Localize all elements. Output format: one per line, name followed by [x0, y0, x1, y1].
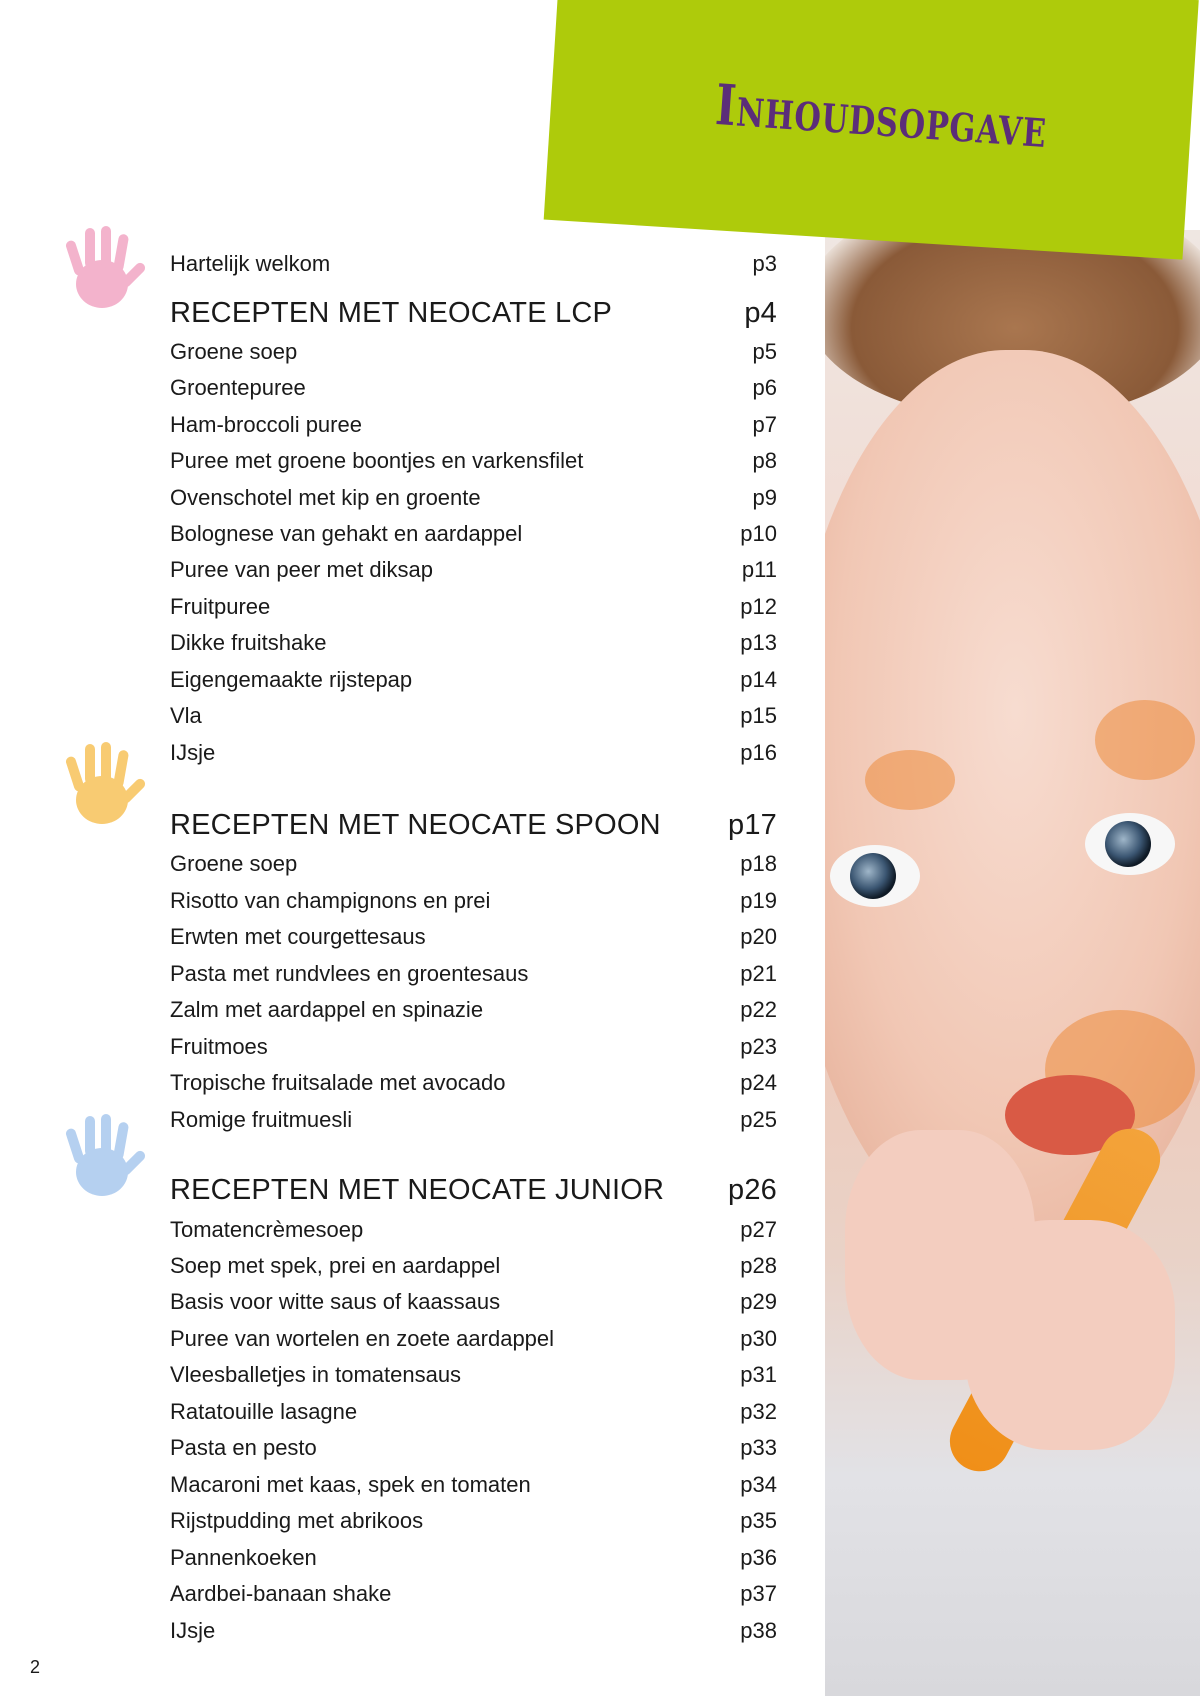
- toc-entry-label: RECEPTEN MET NEOCATE SPOON: [170, 809, 661, 841]
- toc-entry-label: Romige fruitmuesli: [170, 1107, 353, 1132]
- toc-entry-page: p20: [740, 924, 777, 949]
- toc-entry[interactable]: [170, 739, 777, 767]
- toc-entry-label: Bolognese van gehakt en aardappel: [170, 521, 523, 546]
- toc-entry-page: p14: [740, 667, 777, 692]
- toc-entry[interactable]: [170, 1398, 777, 1426]
- toc-entry-page: p3: [752, 251, 777, 276]
- toc-entry[interactable]: [170, 1288, 777, 1316]
- toc-entry-label: Ratatouille lasagne: [170, 1399, 358, 1424]
- toc-entry-label: Pasta met rundvlees en groentesaus: [170, 961, 529, 986]
- toc-entry-label: Groene soep: [170, 339, 298, 364]
- toc-section-heading[interactable]: [170, 1172, 777, 1208]
- toc-entry-page: p25: [740, 1107, 777, 1132]
- toc-entry-label: Zalm met aardappel en spinazie: [170, 997, 484, 1022]
- toc-entry-page: p36: [740, 1545, 777, 1570]
- toc-entry-label: Puree van peer met diksap: [170, 557, 433, 582]
- toc-entry-page: p32: [740, 1399, 777, 1424]
- toc-entry[interactable]: [170, 629, 777, 657]
- toc-entry-page: p6: [752, 375, 777, 400]
- toc-entry-label: Erwten met courgettesaus: [170, 924, 426, 949]
- toc-entry[interactable]: [170, 702, 777, 730]
- toc-entry-page: p28: [740, 1253, 777, 1278]
- toc-entry[interactable]: [170, 1507, 777, 1535]
- toc-entry[interactable]: [170, 1434, 777, 1462]
- toc-entry-label: Pannenkoeken: [170, 1545, 317, 1570]
- toc-entry[interactable]: [170, 996, 777, 1024]
- toc-entry[interactable]: [170, 374, 777, 402]
- toc-entry-label: Basis voor witte saus of kaassaus: [170, 1289, 501, 1314]
- toc-entry[interactable]: [170, 484, 777, 512]
- toc-entry[interactable]: [170, 556, 777, 584]
- toc-entry-label: Risotto van champignons en prei: [170, 888, 491, 913]
- toc-entry-page: p5: [752, 339, 777, 364]
- toc-entry-label: Soep met spek, prei en aardappel: [170, 1253, 501, 1278]
- toc-entry-label: Tropische fruitsalade met avocado: [170, 1070, 506, 1095]
- page-number: 2: [30, 1657, 41, 1677]
- toc-entry-page: p13: [740, 630, 777, 655]
- toc-entry-page: p8: [752, 448, 777, 473]
- toc-entry-label: Groentepuree: [170, 375, 306, 400]
- toc-entry-page: p24: [740, 1070, 777, 1095]
- toc-entry[interactable]: [170, 960, 777, 988]
- page-title: Inhoudsopgave: [713, 72, 1050, 162]
- photo-eye-left: [830, 845, 920, 907]
- toc-entry-label: Hartelijk welkom: [170, 251, 331, 276]
- toc-entry[interactable]: [170, 1252, 777, 1280]
- toc-entry[interactable]: [170, 1361, 777, 1389]
- toc-entry-page: p22: [740, 997, 777, 1022]
- toc-entry[interactable]: [170, 1216, 777, 1244]
- toc-entry[interactable]: [170, 338, 777, 366]
- toc-entry[interactable]: [170, 520, 777, 548]
- toc-entry[interactable]: [170, 593, 777, 621]
- toc-entry-page: p27: [740, 1217, 777, 1242]
- toc-entry-label: Tomatencrèmesoep: [170, 1217, 364, 1242]
- toc-entry-label: RECEPTEN MET NEOCATE LCP: [170, 297, 613, 329]
- toc-entry-label: RECEPTEN MET NEOCATE JUNIOR: [170, 1174, 665, 1206]
- toc-entry-label: Eigengemaakte rijstepap: [170, 667, 413, 692]
- photo-food-smear: [865, 750, 955, 810]
- toc-entry-label: Fruitmoes: [170, 1034, 268, 1059]
- toc-entry-page: p21: [740, 961, 777, 986]
- photo-eye-right: [1085, 813, 1175, 875]
- toc-entry-page: p4: [744, 297, 777, 329]
- toc-entry-page: p19: [740, 888, 777, 913]
- toc-entry-page: p18: [740, 851, 777, 876]
- toc-entry[interactable]: [170, 1325, 777, 1353]
- toc-entry-page: p38: [740, 1618, 777, 1643]
- toc-section-heading[interactable]: [170, 295, 777, 331]
- toc-entry-label: Macaroni met kaas, spek en tomaten: [170, 1472, 531, 1497]
- toc-entry-label: Ham-broccoli puree: [170, 412, 362, 437]
- toc-entry-page: p37: [740, 1581, 777, 1606]
- toc-entry[interactable]: [170, 666, 777, 694]
- toc-entry-page: p26: [728, 1174, 777, 1206]
- toc-entry-page: p34: [740, 1472, 777, 1497]
- toc-entry[interactable]: [170, 1069, 777, 1097]
- toc-entry-label: Ovenschotel met kip en groente: [170, 485, 481, 510]
- toc-entry[interactable]: [170, 887, 777, 915]
- toc-entry-page: p35: [740, 1508, 777, 1533]
- toc-entry-page: p31: [740, 1362, 777, 1387]
- toc-entry[interactable]: [170, 923, 777, 951]
- toc-entry[interactable]: [170, 1580, 777, 1608]
- toc-entry-label: Aardbei-banaan shake: [170, 1581, 392, 1606]
- toc-entry-page: p17: [728, 809, 777, 841]
- toc-entry[interactable]: [170, 850, 777, 878]
- toc-entry[interactable]: [170, 447, 777, 475]
- toc-entry-label: Dikke fruitshake: [170, 630, 327, 655]
- photo-food-smear: [1095, 700, 1195, 780]
- toc-entry-label: Fruitpuree: [170, 594, 271, 619]
- toc-entry-page: p11: [741, 557, 777, 582]
- toc-entry-page: p7: [752, 412, 777, 437]
- toc-entry-label: Groene soep: [170, 851, 298, 876]
- toc-entry-page: p16: [740, 740, 777, 765]
- toc-entry[interactable]: [170, 250, 777, 278]
- toc-entry-page: p15: [740, 703, 777, 728]
- toc-entry-page: p30: [740, 1326, 777, 1351]
- toc-entry-page: p33: [740, 1435, 777, 1460]
- toc-entry[interactable]: [170, 1617, 777, 1645]
- toc-entry-label: Pasta en pesto: [170, 1435, 317, 1460]
- toc-entry-label: Vleesballetjes in tomatensaus: [170, 1362, 462, 1387]
- toc-entry[interactable]: [170, 411, 777, 439]
- toc-entry-page: p12: [740, 594, 777, 619]
- toc-entry-label: IJsje: [170, 1618, 216, 1643]
- toc-entry-page: p10: [740, 521, 777, 546]
- baby-photo: [825, 230, 1200, 1696]
- toc-entry-label: IJsje: [170, 740, 216, 765]
- toc-entry[interactable]: [170, 1106, 777, 1134]
- toc-entry-label: Puree van wortelen en zoete aardappel: [170, 1326, 555, 1351]
- toc-entry[interactable]: [170, 1544, 777, 1572]
- toc-entry-page: p29: [740, 1289, 777, 1314]
- toc-entry-page: p23: [740, 1034, 777, 1059]
- toc-section-heading[interactable]: [170, 807, 777, 843]
- toc-entry-label: Puree met groene boontjes en varkensfilet: [170, 448, 584, 473]
- toc-entry[interactable]: [170, 1471, 777, 1499]
- toc-entry-page: p9: [752, 485, 777, 510]
- toc-entry[interactable]: [170, 1033, 777, 1061]
- photo-hand: [965, 1220, 1175, 1450]
- toc-entry-label: Vla: [170, 703, 202, 728]
- toc-entry-label: Rijstpudding met abrikoos: [170, 1508, 424, 1533]
